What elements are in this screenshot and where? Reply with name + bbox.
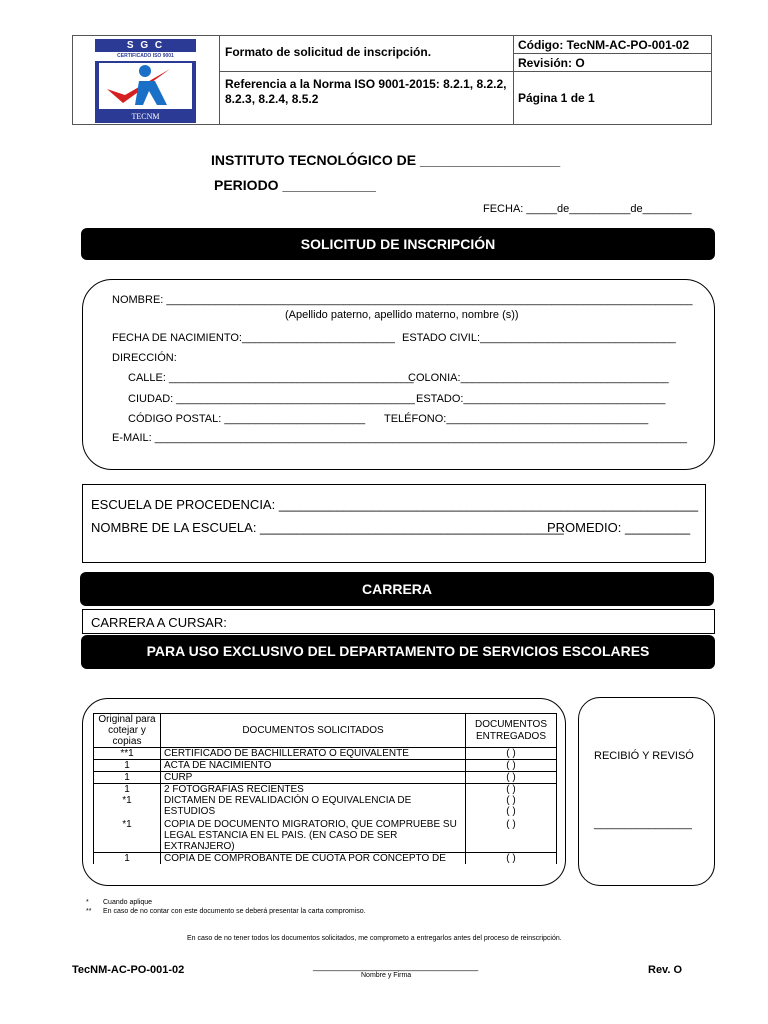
date-field: FECHA: _____de__________de________ [483, 203, 692, 215]
commitment-text: En caso de no tener todos los documentos solicitados, me comprometo a entregarlos antes del proceso de reinscripción. [187, 935, 562, 942]
section-title-escolares: PARA USO EXCLUSIVO DEL DEPARTAMENTO DE SERVICIOS ESCOLARES [81, 635, 715, 669]
logo-cert-text: CERTIFICADO ISO 9001 [95, 52, 196, 61]
table-row: 1 COPIA DE COMPROBANTE DE CUOTA POR CONCEPTO DE ( ) [94, 853, 557, 865]
code-label: Código: TecNM-AC-PO-001-02 [513, 36, 711, 54]
section-title-solicitud: SOLICITUD DE INSCRIPCIÓN [81, 228, 715, 260]
document-header [72, 35, 712, 125]
check-person-icon [95, 61, 196, 111]
note2-mark: ** [86, 908, 92, 915]
street-field: CALLE: ________________________________________ [128, 372, 414, 384]
note1-mark: * [86, 899, 89, 906]
marital-status-field: ESTADO CIVIL:________________________________ [402, 332, 676, 344]
institute-field: INSTITUTO TECNOLÓGICO DE __________________ [211, 152, 561, 168]
table-row: 1 CURP ( ) [94, 772, 557, 784]
page-number: Página 1 de 1 [513, 72, 711, 124]
signature-line: _________________________________ [313, 961, 479, 971]
col-delivered: DOCUMENTOS ENTREGADOS [466, 714, 557, 748]
received-box [578, 697, 715, 886]
table-row: **1 CERTIFICADO DE BACHILLERATO O EQUIVALENTE ( ) [94, 748, 557, 760]
col-documents: DOCUMENTOS SOLICITADOS [161, 714, 466, 748]
norm-reference: Referencia a la Norma ISO 9001-2015: 8.2.1, 8.2.2, 8.2.3, 8.2.4, 8.5.2 [219, 72, 513, 124]
origin-school-field: ESCUELA DE PROCEDENCIA: __________________________________________________________ [91, 497, 699, 512]
phone-field: TELÉFONO:_________________________________ [384, 413, 649, 425]
table-row: *1 COPIA DE DOCUMENTO MIGRATORIO, QUE COMPRUEBE SU LEGAL ESTANCIA EN EL PAIS. (EN CASO DE SER EXTRANJERO) ( ) [94, 817, 557, 853]
colony-field: COLONIA:__________________________________ [408, 372, 669, 384]
table-row: 1 ACTA DE NACIMIENTO ( ) [94, 760, 557, 772]
section-title-carrera: CARRERA [80, 572, 714, 606]
average-field: PROMEDIO: _________ [547, 520, 691, 535]
received-label: RECIBIÓ Y REVISÓ [594, 750, 694, 762]
state-field: ESTADO:_________________________________ [416, 393, 666, 405]
sgc-tecnm-logo [95, 39, 196, 123]
note1-text: Cuando aplique [103, 899, 153, 906]
footer-revision: Rev. O [648, 964, 683, 976]
footer-code: TecNM-AC-PO-001-02 [72, 964, 185, 976]
logo-bottom-text: TECNM [95, 111, 196, 123]
city-field: CIUDAD: _______________________________________ [128, 393, 415, 405]
address-label: DIRECCIÓN: [112, 352, 177, 364]
form-title: Formato de solicitud de inscripción. [219, 36, 513, 72]
school-name-field: NOMBRE DE LA ESCUELA: __________________________________________ [91, 520, 564, 535]
col-original: Original para cotejar y copias [94, 714, 161, 748]
name-field: NOMBRE: ______________________________________________________________________________________ [112, 294, 693, 306]
revision-label: Revisión: O [513, 54, 711, 72]
documents-table [93, 713, 557, 864]
received-signature-line: ________________ [594, 818, 692, 830]
career-field: CARRERA A CURSAR: [91, 615, 227, 630]
birthdate-field: FECHA DE NACIMIENTO:_________________________ [112, 332, 395, 344]
signature-label: Nombre y Firma [361, 972, 412, 979]
note2-text: En caso de no contar con este documento se deberá presentar la carta compromiso. [103, 908, 366, 915]
postal-code-field: CÓDIGO POSTAL: _______________________ [128, 413, 366, 425]
email-field: E-MAIL: _______________________________________________________________________________________ [112, 432, 688, 444]
logo-top-text: S G C [95, 39, 196, 52]
table-row: 1 *1 2 FOTOGRAFIAS RECIENTES DICTAMEN DE REVALIDACIÓN O EQUIVALENCIA DE ESTUDIOS ( ) ( ) ( ) [94, 784, 557, 818]
name-hint: (Apellido paterno, apellido materno, nombre (s)) [285, 309, 519, 321]
period-field: PERIODO ____________ [214, 177, 376, 193]
